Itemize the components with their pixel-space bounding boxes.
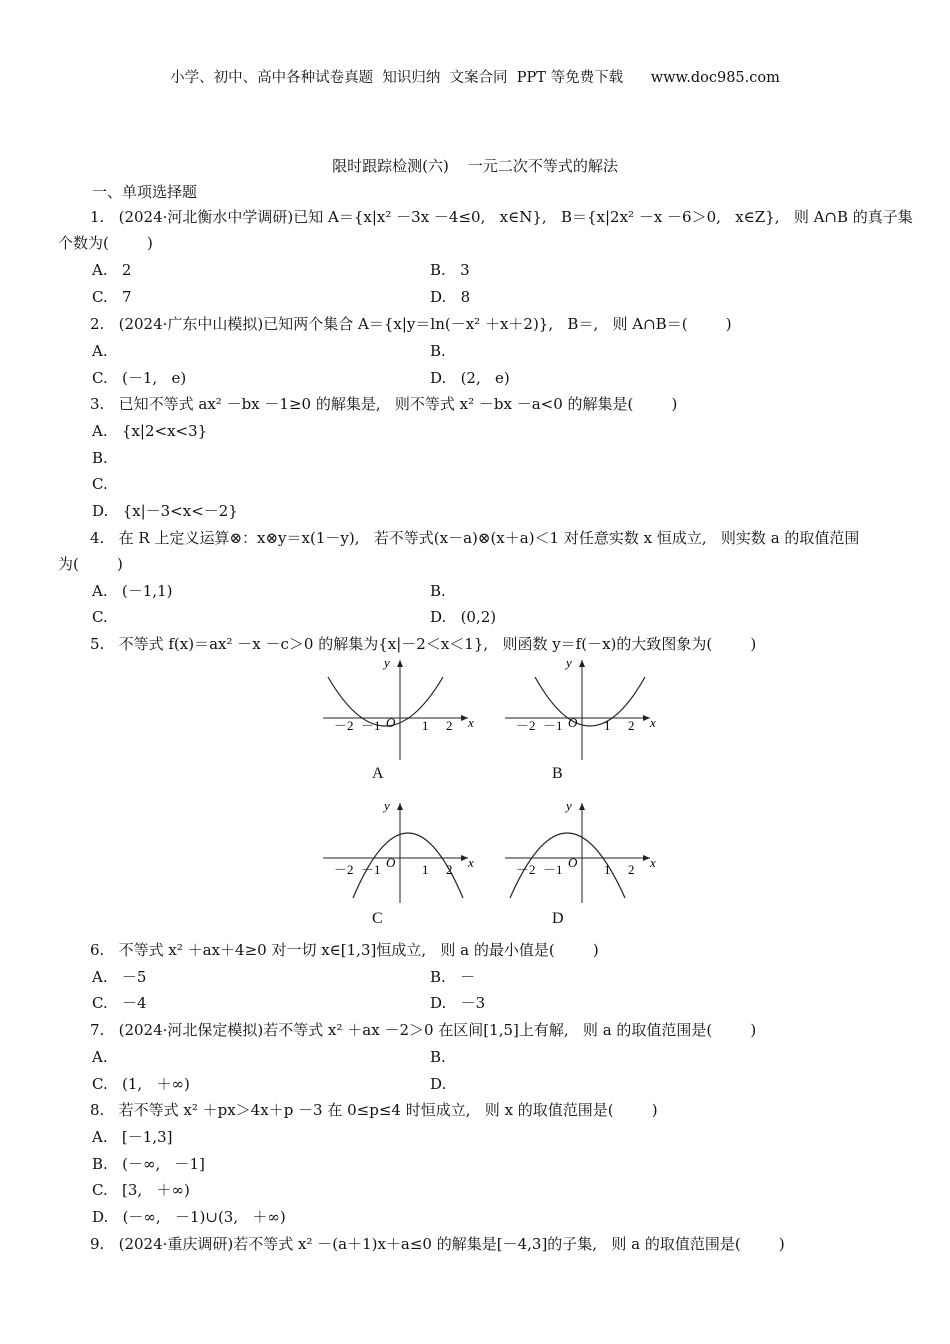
question-9-stem: 9. (2024·重庆调研)若不等式 x² －(a＋1)x＋a≤0 的解集是[－4,3]的子集, 则 a 的取值范围是( ) (90, 1235, 785, 1253)
tick-label: －2 (334, 862, 354, 877)
tick-label: 2 (628, 862, 635, 877)
question-1-option-d: D. 8 (430, 288, 471, 306)
question-1-stem-cont: 个数为( ) (58, 234, 153, 252)
graph-b (500, 655, 660, 765)
tick-label: －1 (361, 862, 381, 877)
question-8-option-c: C. [3, ＋∞) (92, 1181, 190, 1199)
page-header: 小学、初中、高中各种试卷真题 知识归纳 文案合同 PPT 等免费下载 www.doc985.com (170, 70, 780, 86)
tick-label: 1 (604, 718, 611, 733)
question-2-stem: 2. (2024·广东中山模拟)已知两个集合 A＝{x|y＝ln(－x² ＋x＋2)}, B＝, 则 A∩B＝( ) (90, 315, 732, 333)
x-axis-label: x (650, 715, 656, 730)
tick-label: －1 (543, 718, 563, 733)
x-axis-label: x (468, 715, 474, 730)
graph-b-label: B (552, 765, 563, 782)
question-6-stem: 6. 不等式 x² ＋ax＋4≥0 对一切 x∈[1,3]恒成立, 则 a 的最小值是( ) (90, 941, 599, 959)
question-4-stem-cont: 为( ) (58, 555, 123, 573)
x-axis-label: x (468, 855, 474, 870)
question-4-stem: 4. 在 R 上定义运算⊗：x⊗y＝x(1－y), 若不等式(x－a)⊗(x＋a)＜1 对任意实数 x 恒成立, 则实数 a 的取值范围 (90, 529, 860, 547)
question-2-option-d: D. (2, e) (430, 369, 510, 387)
question-3-option-a: A. {x|2<x<3} (92, 422, 208, 440)
question-8-option-b: B. (－∞, －1] (92, 1155, 205, 1173)
question-3-option-b: B. (92, 449, 108, 467)
graph-d (500, 798, 660, 908)
question-8-option-a: A. [－1,3] (92, 1128, 173, 1146)
question-2-option-b: B. (430, 342, 446, 360)
origin-label: O (386, 715, 396, 730)
question-6-option-b: B. － (430, 968, 476, 986)
graph-a-label: A (372, 765, 384, 782)
y-axis-label: y (384, 655, 390, 670)
tick-label: 2 (446, 718, 453, 733)
question-1-option-c: C. 7 (92, 288, 132, 306)
graph-a (318, 655, 478, 765)
question-6-option-c: C. －4 (92, 994, 147, 1012)
question-2-option-a: A. (92, 342, 108, 360)
graph-d-label: D (552, 910, 564, 927)
tick-label: －2 (516, 718, 536, 733)
tick-label: 2 (628, 718, 635, 733)
y-axis-label: y (566, 798, 572, 813)
question-5-stem: 5. 不等式 f(x)＝ax² －x －c＞0 的解集为{x|－2＜x＜1}, 则函数 y＝f(－x)的大致图象为( ) (90, 635, 757, 653)
question-7-option-a: A. (92, 1048, 108, 1066)
tick-label: 2 (446, 862, 453, 877)
question-1-option-b: B. 3 (430, 261, 470, 279)
tick-label: －2 (516, 862, 536, 877)
question-4-option-d: D. (0,2) (430, 608, 497, 626)
tick-label: 1 (422, 718, 429, 733)
question-1-option-a: A. 2 (92, 261, 132, 279)
origin-label: O (568, 855, 578, 870)
question-3-stem: 3. 已知不等式 ax² －bx －1≥0 的解集是, 则不等式 x² －bx －a<0 的解集是( ) (90, 395, 678, 413)
tick-label: －2 (334, 718, 354, 733)
y-axis-label: y (566, 655, 572, 670)
question-4-option-b: B. (430, 582, 446, 600)
question-7-option-c: C. (1, ＋∞) (92, 1075, 190, 1093)
question-8-stem: 8. 若不等式 x² ＋px＞4x＋p －3 在 0≤p≤4 时恒成立, 则 x 的取值范围是( ) (90, 1101, 658, 1119)
question-6-option-d: D. －3 (430, 994, 486, 1012)
y-axis-label: y (384, 798, 390, 813)
graph-c-label: C (372, 910, 383, 927)
origin-label: O (568, 715, 578, 730)
tick-label: 1 (422, 862, 429, 877)
question-1-stem: 1. (2024·河北衡水中学调研)已知 A＝{x|x² －3x －4≤0, x∈N}, B＝{x|2x² －x －6＞0, x∈Z}, 则 A∩B 的真子集 (90, 208, 913, 226)
question-7-option-b: B. (430, 1048, 446, 1066)
question-7-option-d: D. (430, 1075, 447, 1093)
tick-label: －1 (543, 862, 563, 877)
question-6-option-a: A. －5 (92, 968, 147, 986)
question-7-stem: 7. (2024·河北保定模拟)若不等式 x² ＋ax －2＞0 在区间[1,5]上有解, 则 a 的取值范围是( ) (90, 1021, 757, 1039)
page-title: 限时跟踪检测(六) 一元二次不等式的解法 (332, 157, 618, 175)
graph-c (318, 798, 478, 908)
section-heading: 一、单项选择题 (92, 183, 198, 201)
question-4-option-a: A. (－1,1) (92, 582, 173, 600)
question-8-option-d: D. (－∞, －1)∪(3, ＋∞) (92, 1208, 286, 1226)
question-3-option-d: D. {x|－3<x<－2} (92, 502, 238, 520)
question-4-option-c: C. (92, 608, 108, 626)
origin-label: O (386, 855, 396, 870)
question-3-option-c: C. (92, 475, 108, 493)
x-axis-label: x (650, 855, 656, 870)
question-2-option-c: C. (－1, e) (92, 369, 187, 387)
tick-label: －1 (361, 718, 381, 733)
tick-label: 1 (604, 862, 611, 877)
